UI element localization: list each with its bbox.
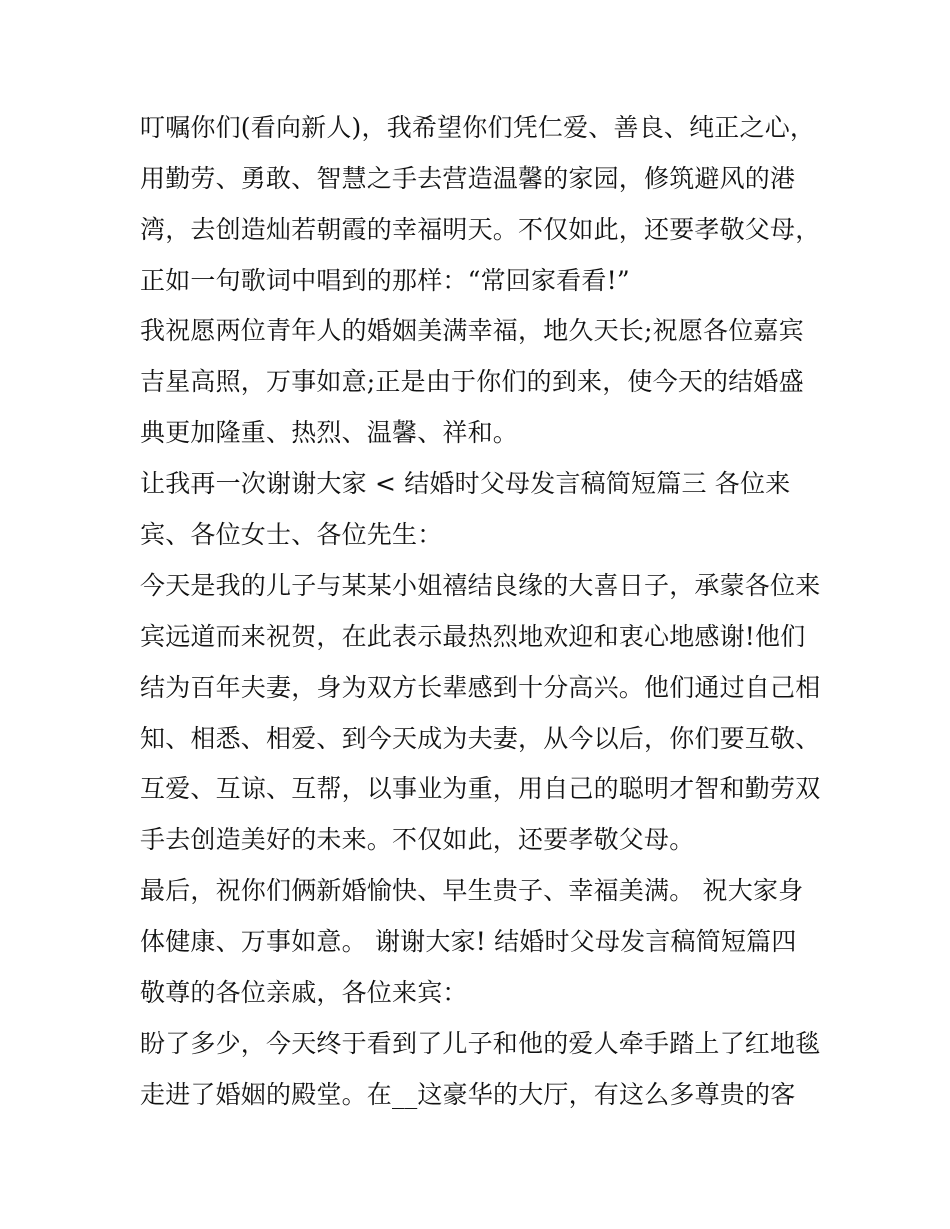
text-line: 我祝愿两位青年人的婚姻美满幸福，地久天长;祝愿各位嘉宾 (140, 316, 804, 345)
text-line: 吉星高照，万事如意;正是由于你们的到来，使今天的结婚盛 (140, 367, 804, 396)
text-line: 湾，去创造灿若朝霞的幸福明天。不仅如此，还要孝敬父母， (140, 215, 821, 244)
text-line: 典更加隆重、热烈、温馨、祥和。 (140, 418, 519, 447)
text-line: 最后，祝你们俩新婚愉快、早生贵子、幸福美满。 祝大家身 (140, 876, 804, 905)
text-line: 走进了婚姻的殿堂。在__这豪华的大厅，有这么多尊贵的客 (140, 1080, 796, 1109)
text-line: 互爱、互谅、互帮，以事业为重，用自己的聪明才智和勤劳双 (140, 774, 821, 803)
text-line: 宾、各位女士、各位先生： (140, 520, 443, 549)
text-line: 今天是我的儿子与某某小姐禧结良缘的大喜日子，承蒙各位来 (140, 571, 821, 600)
text-line: 敬尊的各位亲戚，各位来宾： (140, 978, 468, 1007)
text-line: 宾远道而来祝贺，在此表示最热烈地欢迎和衷心地感谢!他们 (140, 622, 806, 651)
text-line: 知、相悉、相爱、到今天成为夫妻，从今以后，你们要互敬、 (140, 724, 821, 753)
text-line: 叮嘱你们(看向新人)，我希望你们凭仁爱、善良、纯正之心， (140, 113, 816, 142)
text-line: 体健康、万事如意。 谢谢大家! 结婚时父母发言稿简短篇四 (140, 927, 797, 956)
text-line: 正如一句歌词中唱到的那样：“常回家看看!” (140, 266, 630, 295)
text-line: 结为百年夫妻，身为双方长辈感到十分高兴。他们通过自己相 (140, 673, 821, 702)
text-line: 盼了多少，今天终于看到了儿子和他的爱人牵手踏上了红地毯 (140, 1029, 821, 1058)
text-line: 用勤劳、勇敢、智慧之手去营造温馨的家园，修筑避风的港 (140, 164, 796, 193)
text-line: 手去创造美好的未来。不仅如此，还要孝敬父母。 (140, 825, 695, 854)
text-line: 让我再一次谢谢大家 < 结婚时父母发言稿简短篇三 各位来 (140, 469, 791, 498)
